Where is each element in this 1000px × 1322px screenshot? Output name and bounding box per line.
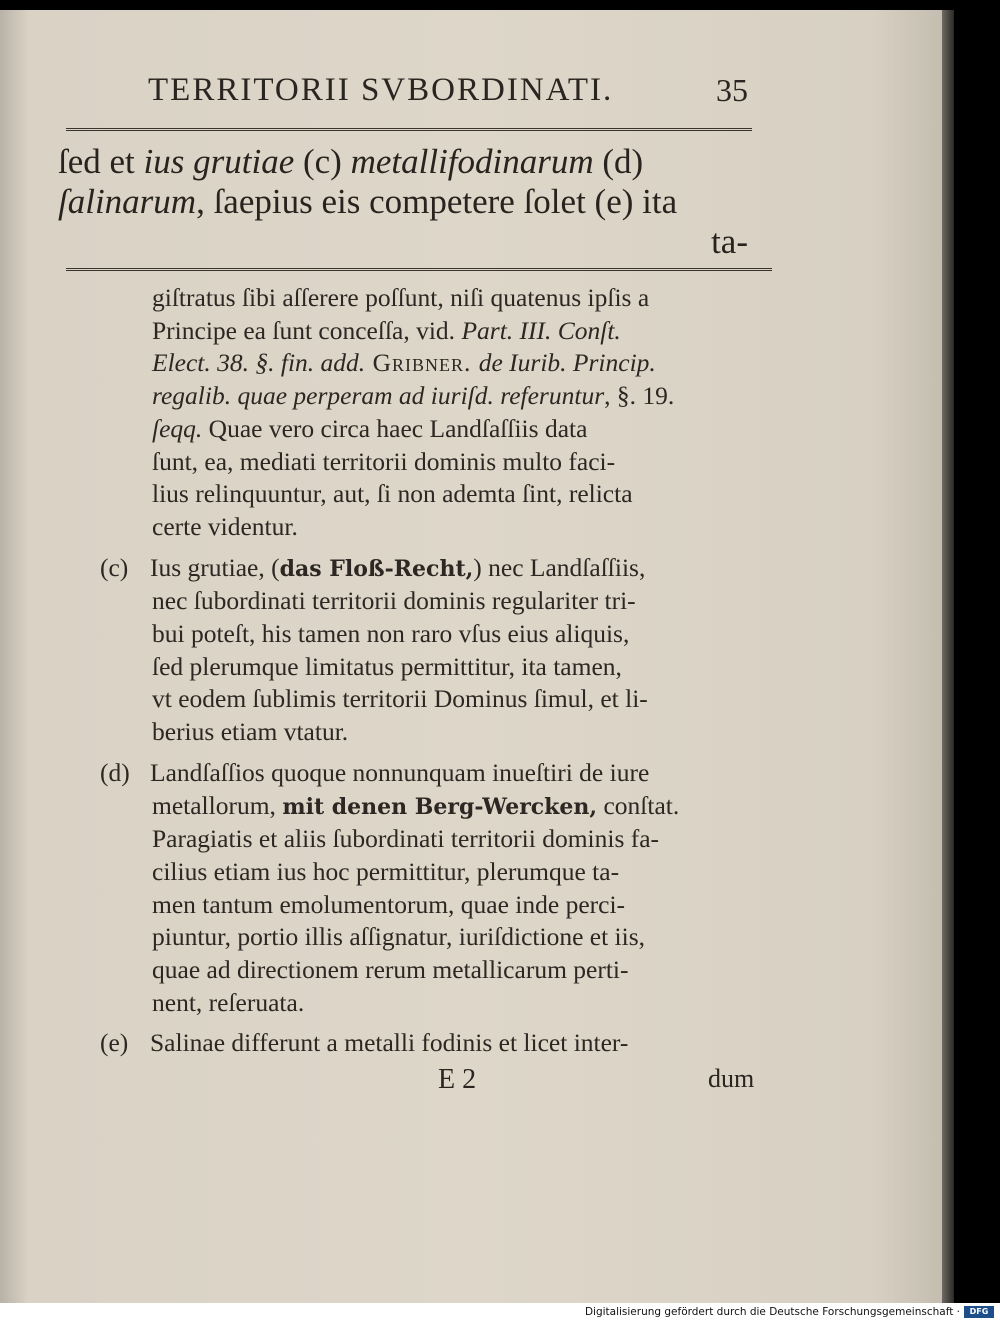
- footnote-marker: (e): [100, 1028, 129, 1058]
- footnote-marker: (c): [100, 552, 129, 582]
- footnote-marker: (d): [100, 757, 130, 787]
- footer-credit-bar: [0, 1303, 1000, 1322]
- footnotes: [100, 282, 768, 1060]
- running-head: [148, 72, 748, 112]
- running-head-title: TERRITORII SVBORDINATI.: [148, 72, 614, 108]
- page-number: 35: [716, 72, 748, 108]
- page-edge-shadow: [942, 10, 954, 1303]
- main-line-1: ſed et ius grutiae (c) metallifodinarum (d): [58, 142, 644, 181]
- main-line-2: ſalinarum, ſaepius eis competere ſolet (e) ita: [58, 182, 678, 221]
- footnote-d: (d) Landſaſſios quoque nonnunquam inueſtiri de iure metallorum, mit denen Berg-Wercken, conſtat. Paragiatis et aliis ſubordinati territorii dominis fa- cilius etiam ius hoc permittitur, plerumque ta- men tantum emolumentorum, quae inde perci- piuntur, portio illis aſſignatur, iuriſdictione et iis, quae ad directionem rerum metallicarum perti- nent, reſeruata.: [100, 757, 680, 1017]
- main-text: [58, 142, 748, 262]
- dfg-logo: DFG: [964, 1306, 994, 1318]
- header-rule: [66, 128, 752, 131]
- footnote-e: (e) Salinae differunt a metalli fodinis et licet inter-: [100, 1027, 768, 1060]
- footer-credit-text: Digitalisierung gefördert durch die Deutsche Forschungsgemeinschaft ·: [584, 1306, 960, 1318]
- main-catchword: ta-: [711, 222, 748, 261]
- footnote-rule: [66, 268, 772, 271]
- footnote-continuation: giſtratus ſibi aſſerere poſſunt, niſi quatenus ipſis a Principe ea ſunt conceſſa, vid. Part. III. Conſt. Elect. 38. §. fin. add. Gribner. de Iurib. Princip. regalib. quae perperam ad iuriſd. referuntur, §. 19. ſeqq. Quae vero circa haec Landſaſſiis data ſunt, ea, mediati territorii dominis multo faci- lius relinquuntur, aut, ſi non ademta ſint, relicta certe videntur.: [152, 283, 675, 541]
- footnote-c: (c) Ius grutiae, (das Floß-Recht,) nec Landſaſſiis, nec ſubordinati territorii dominis regulariter tri- bui poteſt, his tamen non raro vſus eius aliquis, ſed plerumque limitatus permittitur, ita tamen, vt eodem ſublimis territorii Dominus ſimul, et li- berius etiam vtatur.: [100, 552, 648, 747]
- catchword: dum: [708, 1064, 755, 1093]
- signature-mark: E 2: [438, 1064, 477, 1095]
